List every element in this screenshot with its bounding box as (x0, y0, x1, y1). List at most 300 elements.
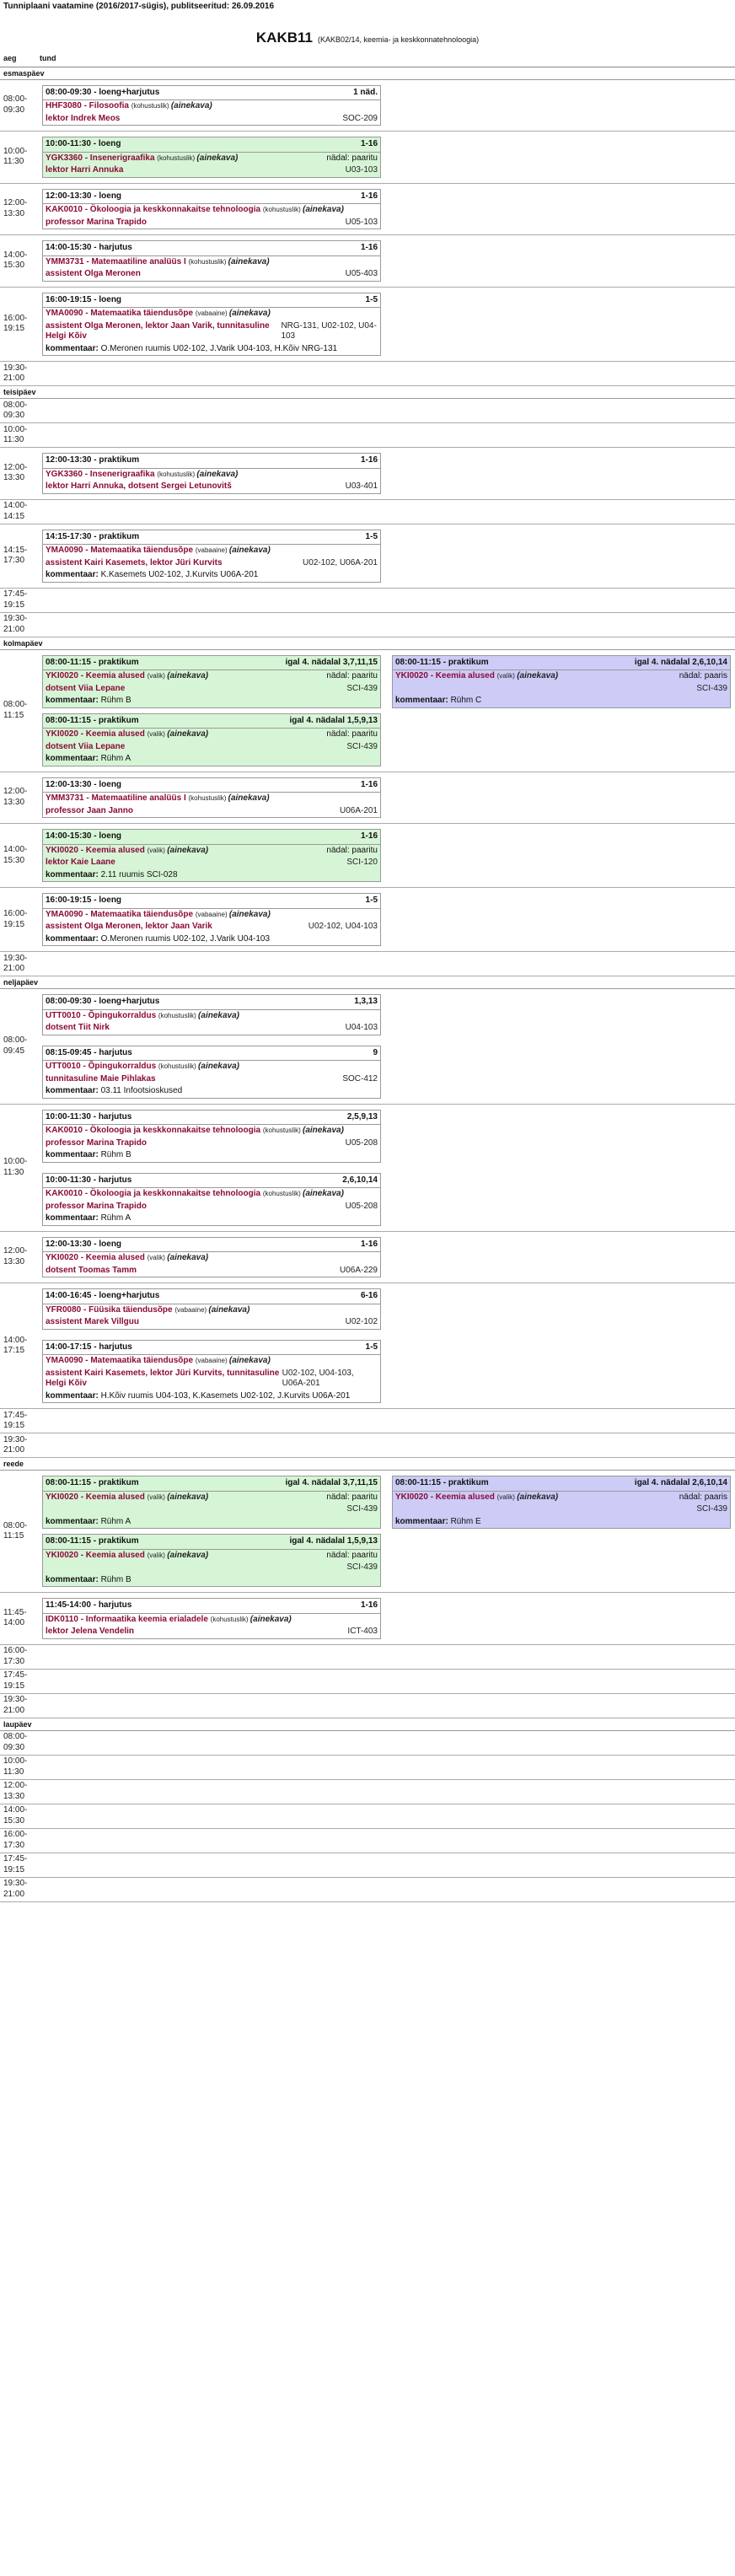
event-weeks: 9 (373, 1047, 378, 1057)
event-comment-text: kommentaar: 2.11 ruumis SCI-028 (46, 869, 178, 879)
event-subject[interactable]: YMM3731 - Matemaatiline analüüs I (46, 256, 189, 266)
event-subject-line (43, 1252, 380, 1265)
event-room: U02-102 (345, 1317, 378, 1326)
event-card (42, 1173, 381, 1226)
time-slot-row (0, 1433, 735, 1458)
event-lecturer[interactable]: professor Marina Trapido (46, 1201, 148, 1211)
event-subject-line (43, 909, 380, 922)
event-weeks: 1-16 (360, 191, 378, 201)
event-subject-wrap (46, 1551, 208, 1562)
event-type[interactable]: (ainekava) (302, 1189, 344, 1198)
time-cell: 08:00- 09:30 (3, 400, 28, 420)
event-type[interactable]: (ainekava) (517, 671, 559, 680)
event-card (42, 530, 381, 583)
event-subject[interactable]: YGK3360 - Insenerigraafika (46, 469, 158, 479)
event-subject[interactable]: YKI0020 - Keemia alused (46, 1253, 148, 1262)
slot-content (40, 288, 735, 362)
event-subject-wrap (395, 1492, 558, 1503)
event-subject-line (43, 1010, 380, 1023)
time-cell: 08:00- 09:30 (3, 1732, 28, 1752)
time-cell: 10:00- 11:30 (3, 146, 28, 167)
event-type[interactable]: (ainekava) (228, 909, 271, 919)
event-lecturer[interactable]: lektor Jelena Vendelin (46, 1627, 135, 1636)
event-lecturer[interactable]: assistent Marek Villguu (46, 1317, 139, 1326)
event-lecturer[interactable]: dotsent Tiit Nirk (46, 1023, 110, 1032)
comment-label: kommentaar: (46, 1516, 101, 1526)
event-lecturer-line (43, 1201, 380, 1213)
event-comment (43, 1149, 380, 1162)
event-lecturer[interactable]: lektor Kaie Laane (46, 858, 115, 867)
comment-label: kommentaar: (46, 1390, 101, 1401)
event-lecturer-line (393, 1503, 730, 1516)
event-time-type: 14:00-15:30 - harjutus (46, 243, 132, 252)
time-slot-row (0, 362, 735, 386)
event-subject-wrap (46, 846, 208, 857)
event-lecturer[interactable]: assistent Kairi Kasemets, lektor Jüri Kurvits (46, 557, 223, 567)
event-type[interactable]: (ainekava) (517, 1492, 559, 1502)
event-week-parity: nädal: paaritu (326, 671, 378, 680)
time-slot-row (0, 989, 735, 1105)
event-time-type: 14:15-17:30 - praktikum (46, 531, 140, 541)
event-lecturer[interactable]: professor Marina Trapido (46, 217, 148, 227)
event-weeks: 6-16 (360, 1291, 378, 1300)
event-type[interactable]: (ainekava) (302, 1126, 344, 1135)
event-lecturer[interactable]: dotsent Viia Lepane (46, 741, 126, 751)
event-card (42, 1476, 381, 1529)
event-lecturer[interactable]: lektor Harri Annuka, dotsent Sergei Letunovitš (46, 481, 232, 491)
time-slot-row (0, 952, 735, 976)
event-lecturer[interactable]: assistent Olga Meronen, lektor Jaan Varik (46, 922, 212, 931)
event-subject[interactable]: YMA0090 - Matemaatika täiendusõpe (46, 1356, 196, 1365)
empty-slot (40, 1694, 735, 1718)
time-slot-row (0, 1780, 735, 1804)
event-room: SCI-439 (696, 683, 727, 693)
event-type[interactable]: (ainekava) (167, 845, 209, 855)
event-card (42, 1340, 381, 1404)
event-subject-line (43, 308, 380, 320)
event-subject[interactable]: HHF3080 - Filosoofia (46, 101, 131, 110)
event-card (42, 240, 381, 282)
slot-content (40, 1694, 735, 1718)
event-header (43, 778, 380, 793)
empty-slot (40, 1756, 735, 1779)
event-type[interactable]: (ainekava) (228, 256, 270, 266)
event-type[interactable]: (ainekava) (196, 153, 239, 163)
event-note: (kohustuslik) (262, 1127, 303, 1134)
time-slot-row (0, 1731, 735, 1756)
event-subject[interactable]: YKI0020 - Keemia alused (46, 729, 148, 739)
col-time-header: aeg (3, 54, 17, 63)
event-note: (valik) (147, 1254, 168, 1261)
event-weeks: 1-5 (365, 531, 378, 541)
event-subject[interactable]: YFR0080 - Füüsika täiendusõpe (46, 1304, 175, 1315)
event-time-type: 08:00-11:15 - praktikum (46, 1536, 139, 1546)
event-lecturer-line (43, 1022, 380, 1035)
slot-content (40, 423, 735, 447)
event-subject[interactable]: YMA0090 - Matemaatika täiendusõpe (46, 309, 196, 318)
event-time-type: 08:00-11:15 - praktikum (46, 715, 139, 725)
event-note: (kohustuslik) (131, 102, 171, 110)
event-lecturer[interactable]: professor Marina Trapido (46, 1137, 148, 1148)
event-time-type: 14:00-15:30 - loeng (46, 831, 122, 841)
event-subject[interactable]: KAK0010 - Ökoloogia ja keskkonnakaitse tehnoloogia (46, 1126, 263, 1135)
event-lecturer[interactable]: dotsent Viia Lepane (46, 683, 126, 693)
event-week-parity: nädal: paaritu (326, 845, 378, 855)
event-lecturer[interactable]: professor Jaan Janno (46, 805, 133, 815)
event-subject-wrap (46, 1305, 249, 1316)
event-weeks: 1 näd. (353, 87, 378, 97)
slot-content (40, 589, 735, 612)
time-cell: 16:00- 19:15 (3, 909, 28, 929)
event-lecturer-line (43, 857, 380, 869)
event-lecturer[interactable]: dotsent Toomas Tamm (46, 1265, 137, 1275)
event-weeks: 1-16 (360, 831, 378, 841)
event-weeks: 1-16 (360, 243, 378, 252)
time-slot-row (0, 1804, 735, 1829)
event-time-type: 12:00-13:30 - loeng (46, 779, 122, 789)
event-comment-text: kommentaar: Rühm A (46, 754, 131, 763)
group-subtitle: (KAKB02/14, keemia- ja keskkonnatehnoloogia) (317, 35, 480, 44)
event-type[interactable]: (ainekava) (167, 1492, 209, 1502)
event-subject[interactable]: YKI0020 - Keemia alused (46, 1550, 148, 1560)
event-lecturer-line (43, 217, 380, 229)
event-subject-line (43, 845, 380, 858)
comment-label: kommentaar: (46, 869, 101, 879)
event-time-type: 10:00-11:30 - harjutus (46, 1111, 132, 1121)
time-slot-row (0, 772, 735, 825)
event-header (393, 656, 730, 671)
empty-slot (40, 1878, 735, 1901)
day-header: teisipäev (0, 386, 735, 399)
event-subject[interactable]: YMM3731 - Matemaatiline analüüs I (46, 793, 189, 803)
comment-label: kommentaar: (46, 696, 101, 705)
slot-content (40, 1853, 735, 1877)
event-comment (43, 569, 380, 582)
empty-slot (40, 952, 735, 976)
event-subject[interactable]: YKI0020 - Keemia alused (46, 845, 148, 855)
time-slot-row (0, 1645, 735, 1670)
slot-content (40, 1433, 735, 1457)
event-week-parity: nädal: paaritu (326, 1550, 378, 1560)
event-lecturer[interactable]: assistent Kairi Kasemets, lektor Jüri Kurvits, tunnitasuline Helgi Kõiv (46, 1368, 280, 1388)
day-header: laupäev (0, 1718, 735, 1731)
event-weeks: igal 4. nädalal 2,6,10,14 (634, 1478, 727, 1487)
empty-slot (40, 1804, 735, 1828)
event-type[interactable]: (ainekava) (167, 1253, 209, 1262)
event-comment (393, 1516, 730, 1529)
event-time-type: 16:00-19:15 - loeng (46, 294, 122, 304)
event-note: (valik) (147, 846, 168, 854)
slot-content (40, 650, 735, 772)
event-subject[interactable]: IDK0110 - Informaatika keemia erialadele (46, 1614, 211, 1624)
event-room: SCI-120 (346, 858, 378, 867)
event-subject-wrap (46, 1011, 239, 1022)
slot-content (40, 824, 735, 887)
event-time-type: 11:45-14:00 - harjutus (46, 1600, 132, 1610)
time-slot-row (0, 448, 735, 500)
time-slot-row (0, 235, 735, 288)
event-comment-text: kommentaar: O.Meronen ruumis U02-102, J.Varik U04-103, H.Kõiv NRG-131 (46, 343, 338, 353)
event-comment (43, 869, 380, 882)
event-subject-wrap (46, 729, 208, 740)
event-type[interactable]: (ainekava) (167, 729, 209, 739)
event-room: U05-103 (345, 217, 378, 227)
event-note: (vabaaine) (195, 910, 229, 918)
time-cell: 12:00- 13:30 (3, 787, 28, 807)
empty-slot (40, 1645, 735, 1669)
event-weeks: 1-16 (360, 1600, 378, 1610)
event-note: (vabaaine) (195, 309, 229, 317)
event-header (43, 293, 380, 309)
empty-slot (40, 1853, 735, 1877)
event-card (42, 85, 381, 126)
event-subject[interactable]: KAK0010 - Ökoloogia ja keskkonnakaitse tehnoloogia (46, 205, 263, 214)
event-comment-text: kommentaar: Rühm B (46, 1150, 131, 1159)
event-subject-wrap (46, 1492, 208, 1503)
event-lecturer-line (43, 741, 380, 754)
empty-slot (40, 1670, 735, 1693)
comment-label: kommentaar: (46, 1086, 101, 1095)
event-header (43, 86, 380, 101)
time-cell: 16:00- 17:30 (3, 1646, 28, 1666)
event-time-type: 10:00-11:30 - loeng (46, 139, 121, 148)
time-slot-row (0, 132, 735, 184)
day-header: reede (0, 1458, 735, 1471)
event-card (42, 829, 381, 882)
event-time-type: 16:00-19:15 - loeng (46, 895, 122, 905)
time-slot-row (0, 589, 735, 613)
comment-label: kommentaar: (46, 754, 101, 763)
event-room: SOC-209 (342, 113, 378, 123)
event-room: SCI-439 (346, 1562, 378, 1572)
event-comment (43, 933, 380, 946)
event-subject-line (43, 729, 380, 741)
event-header (43, 1476, 380, 1492)
empty-slot (40, 589, 735, 612)
comment-label: kommentaar: (395, 1516, 451, 1526)
event-lecturer-line (43, 1503, 380, 1516)
event-header (43, 137, 380, 153)
comment-label: kommentaar: (46, 1574, 101, 1584)
event-room: ICT-403 (347, 1627, 378, 1636)
event-room: U02-102, U06A-201 (303, 557, 378, 567)
event-weeks: 1-5 (365, 1342, 378, 1352)
event-lecturer[interactable]: lektor Harri Annuka (46, 165, 124, 175)
time-cell: 14:00- 15:30 (3, 845, 28, 865)
event-room: U06A-201 (339, 805, 378, 815)
time-slot-row (0, 1829, 735, 1853)
event-type[interactable]: (ainekava) (208, 1304, 250, 1315)
event-type[interactable]: (ainekava) (198, 1010, 239, 1020)
event-comment-text: kommentaar: K.Kasemets U02-102, J.Kurvits U06A-201 (46, 570, 259, 579)
event-lecturer-line (43, 1073, 380, 1086)
event-weeks: 1-16 (360, 139, 378, 148)
slot-content (40, 989, 735, 1104)
event-time-type: 10:00-11:30 - harjutus (46, 1175, 132, 1185)
event-room: SCI-439 (346, 1504, 378, 1514)
event-type[interactable]: (ainekava) (198, 1062, 239, 1071)
event-time-type: 08:00-11:15 - praktikum (46, 1478, 139, 1487)
event-time-type: 08:00-09:30 - loeng+harjutus (46, 997, 160, 1006)
event-room: U05-208 (345, 1137, 378, 1148)
event-room: U06A-229 (339, 1265, 378, 1275)
event-comment-text: kommentaar: Rühm E (395, 1516, 481, 1526)
event-note: (vabaaine) (195, 546, 229, 554)
event-subject-line (43, 1304, 380, 1317)
event-type[interactable]: (ainekava) (196, 469, 239, 479)
event-subject[interactable]: UTT0010 - Õpingukorraldus (46, 1010, 158, 1020)
time-slot-row (0, 184, 735, 236)
event-lecturer-line (43, 113, 380, 126)
event-card (42, 893, 381, 946)
comment-label: kommentaar: (46, 1213, 101, 1223)
time-slot-row (0, 824, 735, 888)
event-header (43, 1599, 380, 1614)
time-slot-row (0, 1471, 735, 1593)
empty-slot (40, 500, 735, 524)
event-subject[interactable]: YMA0090 - Matemaatika täiendusõpe (46, 546, 196, 555)
table-header (0, 52, 735, 67)
event-weeks: 1,3,13 (354, 997, 378, 1006)
event-weeks: igal 4. nädalal 3,7,11,15 (285, 657, 378, 667)
slot-content (40, 184, 735, 235)
slot-content (40, 1804, 735, 1828)
time-cell: 10:00- 11:30 (3, 1157, 28, 1177)
event-header (43, 894, 380, 909)
event-subject[interactable]: YKI0020 - Keemia alused (395, 1492, 497, 1502)
event-week-parity: nädal: paaris (679, 1492, 727, 1502)
time-slot-row (0, 524, 735, 589)
event-type[interactable]: (ainekava) (228, 309, 271, 318)
event-note: (kohustuslik) (158, 1062, 199, 1070)
event-lecturer-line (43, 268, 380, 281)
time-cell: 17:45- 19:15 (3, 1670, 28, 1691)
event-card (42, 655, 381, 708)
event-time-type: 14:00-16:45 - loeng+harjutus (46, 1291, 160, 1300)
event-type[interactable]: (ainekava) (167, 1550, 209, 1560)
slot-content (40, 1780, 735, 1804)
event-note: (vabaaine) (174, 1305, 209, 1314)
day-header: kolmapäev (0, 637, 735, 650)
event-time-type: 08:00-11:15 - praktikum (46, 657, 139, 667)
event-subject-line (43, 1061, 380, 1073)
event-type[interactable]: (ainekava) (228, 793, 270, 803)
event-card (42, 293, 381, 357)
event-room: U04-103 (345, 1023, 378, 1032)
event-subject[interactable]: YKI0020 - Keemia alused (46, 1492, 148, 1502)
event-subject-wrap (46, 153, 238, 164)
time-cell: 08:00- 09:30 (3, 94, 28, 115)
event-weeks: igal 4. nädalal 2,6,10,14 (634, 657, 727, 667)
day-header: neljapäev (0, 976, 735, 989)
event-note: (valik) (147, 1492, 168, 1501)
event-note: (kohustuslik) (157, 470, 197, 478)
time-cell: 19:30- 21:00 (3, 363, 28, 383)
event-lecturer[interactable]: assistent Olga Meronen, lektor Jaan Varik, tunnitasuline Helgi Kõiv (46, 320, 270, 341)
slot-content (40, 448, 735, 499)
time-cell: 08:00- 11:15 (3, 1520, 28, 1541)
comment-label: kommentaar: (46, 933, 101, 944)
event-note: (kohustuslik) (262, 206, 303, 213)
event-header (43, 190, 380, 205)
event-card (392, 1476, 731, 1529)
event-comment-text: kommentaar: Rühm A (46, 1516, 131, 1526)
time-cell: 19:30- 21:00 (3, 614, 28, 634)
slot-content (40, 399, 735, 422)
event-subject-wrap (46, 1615, 292, 1626)
empty-slot (40, 362, 735, 385)
time-slot-row (0, 423, 735, 448)
empty-slot (40, 1731, 735, 1755)
time-cell: 12:00- 13:30 (3, 1781, 28, 1801)
event-lecturer-line (43, 164, 380, 177)
event-subject-line (43, 1125, 380, 1137)
slot-content (40, 500, 735, 524)
empty-slot (40, 399, 735, 422)
event-subject[interactable]: KAK0010 - Ökoloogia ja keskkonnakaitse tehnoloogia (46, 1189, 263, 1198)
event-header (43, 1238, 380, 1253)
time-cell: 14:00- 17:15 (3, 1335, 28, 1355)
slot-content (40, 1232, 735, 1283)
event-room: SCI-439 (696, 1504, 727, 1514)
day-header: esmaspäev (0, 67, 735, 80)
slot-content (40, 132, 735, 183)
event-week-parity: nädal: paaritu (326, 153, 378, 163)
event-subject[interactable]: YKI0020 - Keemia alused (395, 671, 497, 680)
event-time-type: 12:00-13:30 - loeng (46, 1239, 122, 1249)
event-room: U05-403 (345, 269, 378, 278)
slot-content (40, 1409, 735, 1433)
event-subject-wrap (46, 910, 271, 921)
slot-content (40, 888, 735, 951)
slot-left-column (40, 1471, 381, 1592)
event-lecturer[interactable]: lektor Indrek Meos (46, 113, 121, 123)
event-subject[interactable]: YKI0020 - Keemia alused (46, 671, 148, 680)
event-type[interactable]: (ainekava) (249, 1614, 292, 1624)
event-note: (valik) (496, 672, 518, 680)
event-type[interactable]: (ainekava) (167, 671, 209, 680)
event-comment (43, 753, 380, 766)
group-code: KAKB11 (255, 29, 313, 46)
event-type[interactable]: (ainekava) (228, 1356, 271, 1365)
event-type[interactable]: (ainekava) (228, 546, 271, 555)
time-slot-row (0, 613, 735, 637)
event-lecturer-line (43, 1626, 380, 1638)
event-subject[interactable]: UTT0010 - Õpingukorraldus (46, 1062, 158, 1071)
event-lecturer[interactable]: assistent Olga Meronen (46, 269, 141, 278)
event-week-parity: nädal: paaritu (326, 1492, 378, 1502)
slot-content (40, 235, 735, 287)
event-subject[interactable]: YMA0090 - Matemaatika täiendusõpe (46, 909, 196, 919)
event-subject[interactable]: YGK3360 - Insenerigraafika (46, 153, 158, 163)
event-note: (kohustuslik) (158, 1011, 199, 1019)
event-subject-line (43, 1188, 380, 1201)
slot-content (40, 1829, 735, 1853)
time-cell: 10:00- 11:30 (3, 1756, 28, 1777)
event-subject-wrap (46, 671, 208, 682)
event-weeks: 1-16 (360, 779, 378, 789)
event-type[interactable]: (ainekava) (170, 101, 212, 110)
event-subject-wrap (46, 257, 270, 268)
time-slot-row (0, 1756, 735, 1780)
time-slot-row (0, 1593, 735, 1645)
time-cell: 19:30- 21:00 (3, 1879, 28, 1899)
event-subject-wrap (46, 546, 271, 557)
empty-slot (40, 1409, 735, 1433)
event-lecturer[interactable]: tunnitasuline Maie Pihlakas (46, 1073, 156, 1084)
event-type[interactable]: (ainekava) (302, 205, 344, 214)
slot-content (40, 952, 735, 976)
